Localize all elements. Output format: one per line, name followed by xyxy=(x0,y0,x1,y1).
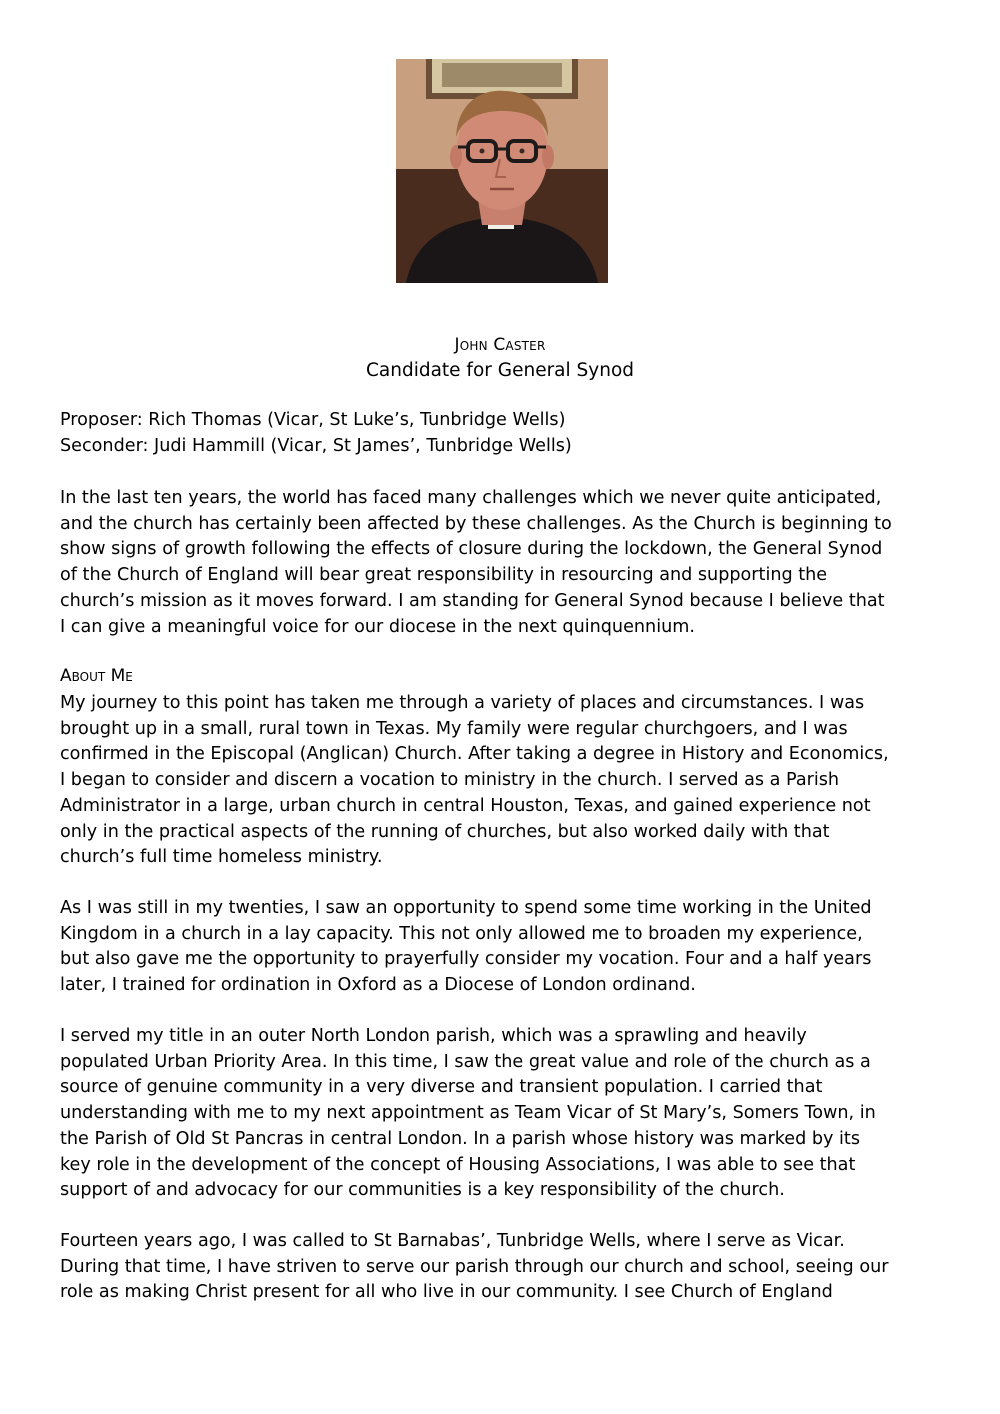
text-line: brought up in a small, rural town in Texas. My family were regular churchgoers, and I was xyxy=(60,718,848,739)
text-line: but also gave me the opportunity to prayerfully consider my vocation. Four and a half years xyxy=(60,949,872,970)
about-me-heading: About Me xyxy=(60,666,133,686)
proposer-line: Proposer: Rich Thomas (Vicar, St Luke’s, Tunbridge Wells) xyxy=(60,410,566,430)
text-line: only in the practical aspects of the running of churches, but also worked daily with that xyxy=(60,821,830,842)
about-paragraph-2 xyxy=(60,896,960,999)
text-line: I can give a meaningful voice for our diocese in the next quinquennium. xyxy=(60,616,695,637)
text-line: church’s mission as it moves forward. I am standing for General Synod because I believe that xyxy=(60,590,885,611)
text-line: In the last ten years, the world has faced many challenges which we never quite anticipated, xyxy=(60,488,882,508)
text-line: populated Urban Priority Area. In this time, I saw the great value and role of the church as a xyxy=(60,1051,871,1072)
intro-paragraph xyxy=(60,486,960,640)
text-line: understanding with me to my next appointment as Team Vicar of St Mary’s, Somers Town, in xyxy=(60,1103,876,1124)
text-line: of the Church of England will bear great responsibility in resourcing and supporting the xyxy=(60,565,828,586)
text-line: the Parish of Old St Pancras in central London. In a parish whose history was marked by its xyxy=(60,1128,860,1149)
text-line: As I was still in my twenties, I saw an opportunity to spend some time working in the United xyxy=(60,898,872,918)
text-line: Fourteen years ago, I was called to St Barnabas’, Tunbridge Wells, where I serve as Vicar. xyxy=(60,1231,845,1251)
text-line: church’s full time homeless ministry. xyxy=(60,847,383,868)
about-paragraph-3 xyxy=(60,1024,960,1204)
text-line: confirmed in the Episcopal (Anglican) Church. After taking a degree in History and Economics, xyxy=(60,744,889,765)
text-line: source of genuine community in a very diverse and transient population. I carried that xyxy=(60,1077,823,1098)
text-line: show signs of growth following the effects of closure during the lockdown, the General Synod xyxy=(60,539,883,560)
text-line: role as making Christ present for all who live in our community. I see Church of England xyxy=(60,1282,833,1303)
text-line: I began to consider and discern a vocation to ministry in the church. I served as a Parish xyxy=(60,770,840,791)
text-line: support of and advocacy for our communities is a key responsibility of the church. xyxy=(60,1180,785,1201)
text-line: key role in the development of the concept of Housing Associations, I was able to see that xyxy=(60,1154,856,1175)
nominations-block xyxy=(60,408,960,459)
portrait-illustration xyxy=(396,59,608,283)
text-line: later, I trained for ordination in Oxford as a Diocese of London ordinand. xyxy=(60,975,696,996)
about-paragraph-4 xyxy=(60,1229,960,1306)
candidate-subtitle: Candidate for General Synod xyxy=(365,360,635,381)
seconder-line: Seconder: Judi Hammill (Vicar, St James’, Tunbridge Wells) xyxy=(60,435,572,456)
text-line: Administrator in a large, urban church in central Houston, Texas, and gained experience not xyxy=(60,795,871,816)
candidate-portrait-photo xyxy=(396,59,608,283)
candidate-name: John Caster xyxy=(454,335,546,355)
text-line: and the church has certainly been affected by these challenges. As the Church is beginning to xyxy=(60,513,892,534)
about-paragraph-1 xyxy=(60,691,960,871)
text-line: During that time, I have striven to serve our parish through our church and school, seeing our xyxy=(60,1256,889,1277)
text-line: Kingdom in a church in a lay capacity. This not only allowed me to broaden my experience, xyxy=(60,923,863,944)
text-line: My journey to this point has taken me through a variety of places and circumstances. I was xyxy=(60,693,865,713)
text-line: I served my title in an outer North London parish, which was a sprawling and heavily xyxy=(60,1026,807,1046)
